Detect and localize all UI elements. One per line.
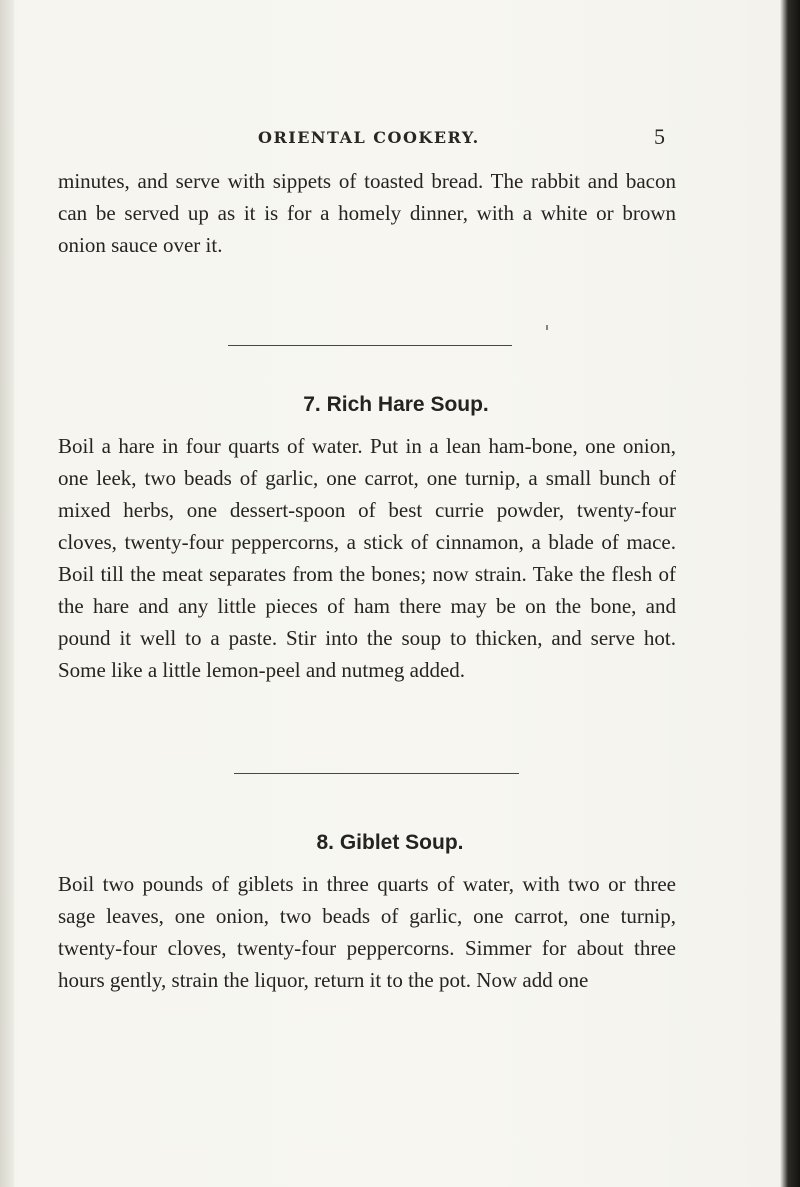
page-gutter-shadow <box>0 0 14 1187</box>
recipe-heading-giblet-soup: 8. Giblet Soup. <box>316 831 464 854</box>
running-head: ORIENTAL COOKERY. <box>258 128 480 147</box>
print-speck <box>546 325 548 330</box>
page-edge-shadow <box>780 0 800 1187</box>
section-divider <box>234 773 519 774</box>
recipe-heading-rich-hare-soup: 7. Rich Hare Soup. <box>303 393 489 416</box>
paragraph-rabbit-continued: minutes, and serve with sippets of toasted bread. The rabbit and bacon can be served up as it is for a homely dinner, with a white or brown onion sauce over it. <box>58 169 676 257</box>
paragraph-rich-hare-soup: Boil a hare in four quarts of water. Put in a lean ham-bone, one onion, one leek, two beads of garlic, one carrot, one turnip, a small bunch of mixed herbs, one dessert-spoon of best currie powder, twenty-four cloves, twenty-four peppercorns, a stick of cinnamon, a blade of mace. Boil till the meat separates from the bones; now strain. Take the flesh of the hare and any little pieces of ham there may be on the bone, and pound it well to a paste. Stir into the soup to thicken, and serve hot. Some like a little lemon-peel and nutmeg added. <box>58 434 676 682</box>
section-divider <box>228 345 512 346</box>
paragraph-giblet-soup: Boil two pounds of giblets in three quarts of water, with two or three sage leaves, one onion, two beads of garlic, one carrot, one turnip, twenty-four cloves, twenty-four peppercorns. Simmer for about three hours gently, strain the liquor, return it to the pot. Now add one <box>58 872 676 992</box>
page-number: 5 <box>654 124 665 149</box>
page-header <box>0 124 800 154</box>
